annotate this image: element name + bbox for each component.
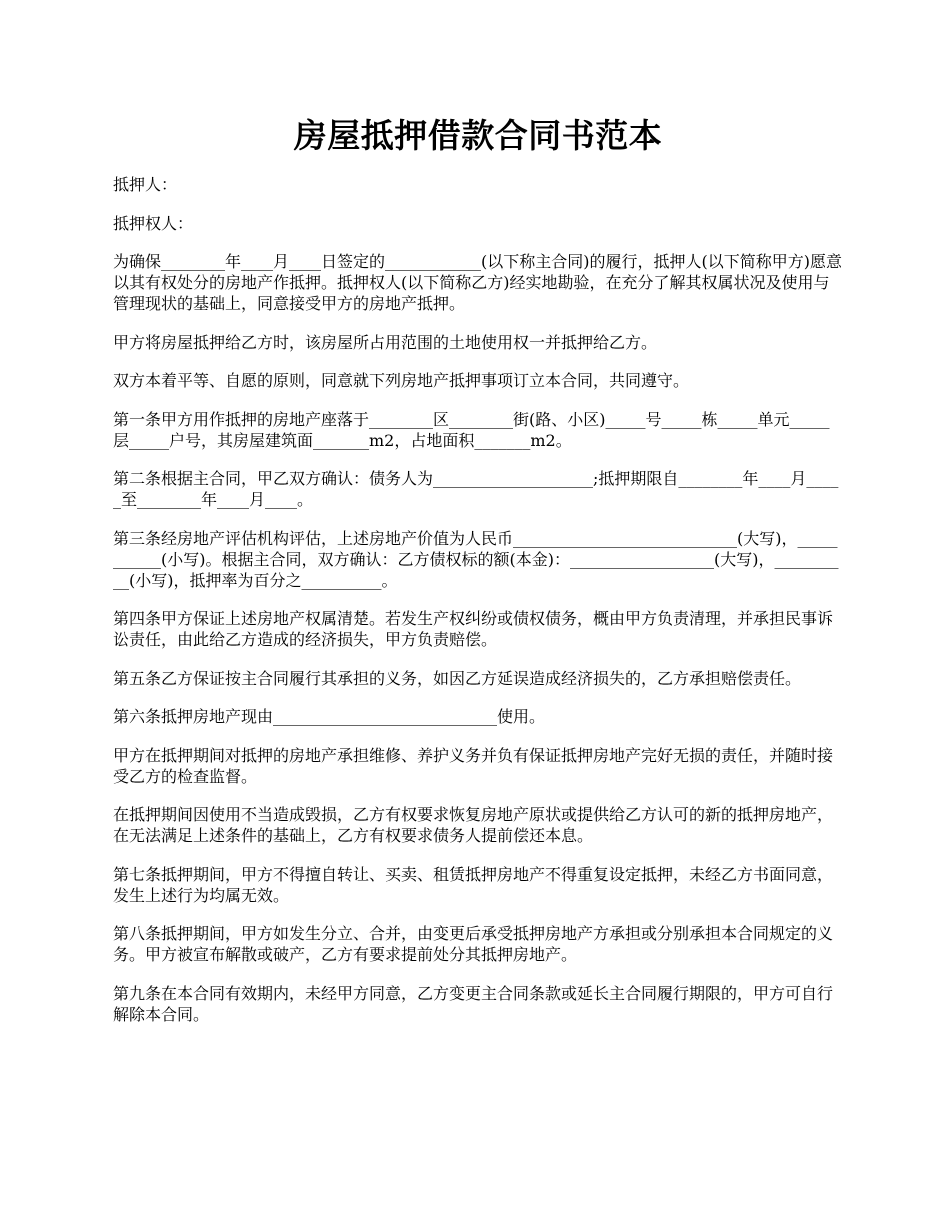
- article-9: 第九条在本合同有效期内，未经甲方同意，乙方变更主合同条款或延长主合同履行期限的，甲方可自行解除本合同。: [113, 983, 834, 1024]
- document-page: [113, 112, 843, 1042]
- article-7: 第七条抵押期间，甲方不得擅自转让、买卖、租赁抵押房地产不得重复设定抵押，未经乙方书面同意，发生上述行为均属无效。: [113, 864, 834, 905]
- mortgagee-line: 抵押权人：: [113, 213, 194, 233]
- article-5: 第五条乙方保证按主合同履行其承担的义务，如因乙方延误造成经济损失的，乙方承担赔偿责任。: [113, 668, 802, 688]
- maintenance-paragraph: 甲方在抵押期间对抵押的房地产承担维修、养护义务并负有保证抵押房地产完好无损的责任，并随时接受乙方的检查监督。: [113, 745, 834, 786]
- preamble-paragraph: 为确保________年____月____日签定的____________(以下称主合同)的履行，抵押人(以下简称甲方)愿意以其有权处分的房地产作抵押。抵押权人(以下简称乙方)经实地勘验，在充分了解其权属状况及使用与管理现状的基础上，同意接受甲方的房地产抵押。: [113, 252, 842, 313]
- land-use-paragraph: 甲方将房屋抵押给乙方时，该房屋所占用范围的土地使用权一并抵押给乙方。: [113, 332, 658, 352]
- principle-paragraph: 双方本着平等、自愿的原则，同意就下列房地产抵押事项订立本合同，共同遵守。: [113, 371, 690, 390]
- article-3: 第三条经房地产评估机构评估，上述房地产价值为人民币____________________________(大写)，___________(小写)。根据主合同，双方确认：乙方债权标的额(本金)：__________________(大写)，__________(小写)，抵押率为百分之__________。: [113, 528, 839, 590]
- article-2: 第二条根据主合同，甲乙双方确认：债务人为____________________;抵押期限自________年____月_____至________年____月____。: [113, 469, 839, 509]
- article-1: 第一条甲方用作抵押的房地产座落于________区________街(路、小区)_____号_____栋_____单元_____层_____户号，其房屋建筑面_______m2，占地面积_______m2。: [113, 409, 830, 450]
- mortgagor-line: 抵押人：: [113, 175, 178, 194]
- article-6: 第六条抵押房地产现由____________________________使用。: [113, 707, 546, 726]
- damage-paragraph: 在抵押期间因使用不当造成毁损，乙方有权要求恢复房地产原状或提供给乙方认可的新的抵押房地产，在无法满足上述条件的基础上，乙方有权要求债务人提前偿还本息。: [113, 805, 834, 845]
- document-title: 房屋抵押借款合同书范本: [293, 116, 663, 155]
- article-8: 第八条抵押期间，甲方如发生分立、合并，由变更后承受抵押房地产方承担或分别承担本合同规定的义务。甲方被宣布解散或破产，乙方有要求提前处分其抵押房地产。: [113, 924, 834, 964]
- article-4: 第四条甲方保证上述房地产权属清楚。若发生产权纠纷或债权债务，概由甲方负责清理，并承担民事诉讼责任，由此给乙方造成的经济损失，甲方负责赔偿。: [113, 609, 834, 649]
